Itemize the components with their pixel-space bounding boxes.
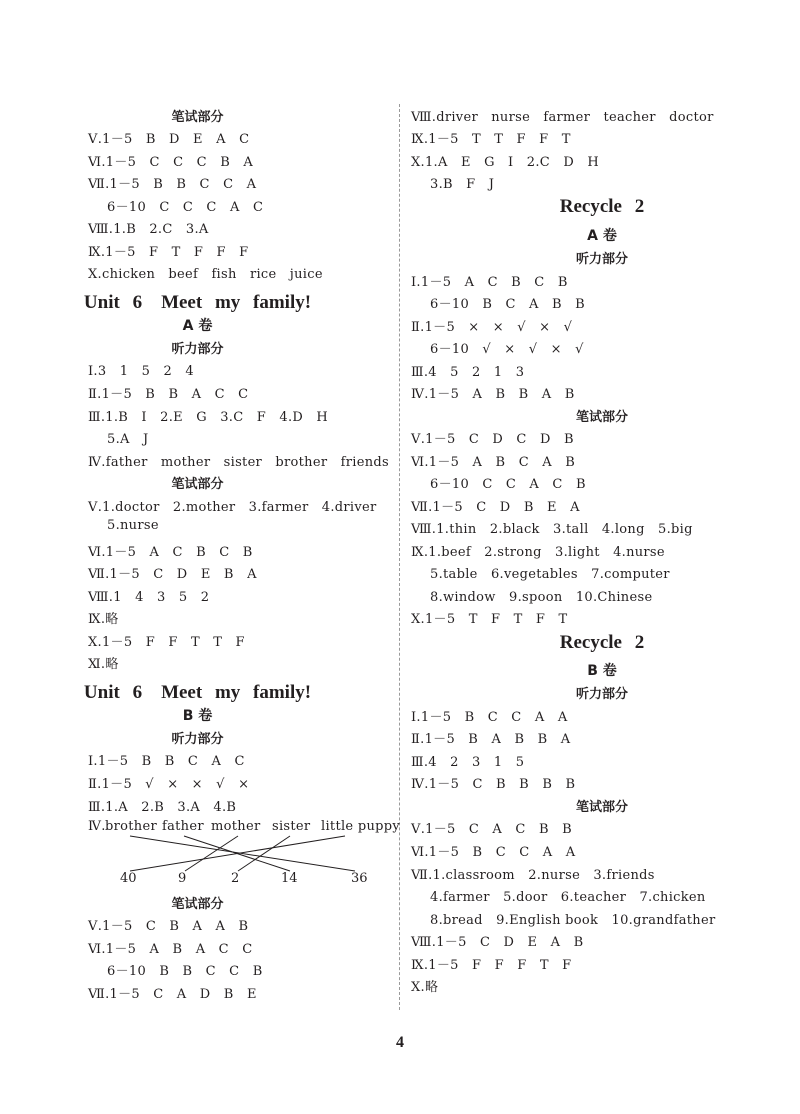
answer-line: Ⅳ.father mother sister brother friends [88,455,389,470]
section-heading-listening: 听力部分 [171,342,224,357]
paper-label: A 卷 [182,318,213,334]
answer-line: Ⅷ.driver nurse farmer teacher doctor [411,110,714,125]
answer-line: Ⅸ.1－5 F T F F F [88,245,249,260]
answer-line: Ⅴ.1－5 C A C B B [411,822,572,837]
answer-line: Ⅺ.略 [88,657,119,672]
answer-line: Ⅵ.1－5 A B A C C [88,942,253,957]
paper-label: B 卷 [182,708,213,724]
section-heading-listening: 听力部分 [575,687,628,702]
answer-line: Ⅸ.略 [88,612,119,627]
answer-line: 8.window 9.spoon 10.Chinese [430,590,653,605]
answer-line: 5.A J [107,432,149,447]
answer-line: Ⅹ.1.A E G I 2.C D H [411,155,599,170]
answer-line: Ⅲ.1.A 2.B 3.A 4.B [88,800,237,815]
answer-line: Ⅰ.1－5 B B C A C [88,754,245,769]
answer-line: Ⅰ.1－5 B C C A A [411,710,568,725]
answer-line: 8.bread 9.English book 10.grandfather [430,913,716,928]
match-number-40: 40 [120,871,137,886]
answer-line: Ⅵ.1－5 A C B C B [88,545,253,560]
answer-line: Ⅰ.1－5 A C B C B [411,275,568,290]
match-number-2: 2 [231,871,240,886]
answer-line: Ⅷ.1.thin 2.black 3.tall 4.long 5.big [411,522,693,537]
answer-line: Ⅶ.1－5 C A D B E [88,987,257,1002]
paper-label: B 卷 [587,663,617,679]
answer-line: Ⅵ.1－5 B C C A A [411,845,576,860]
answer-line: Ⅷ.1.B 2.C 3.A [88,222,209,237]
answer-line: Ⅳ.1－5 C B B B B [411,777,576,792]
match-word-brother: brother [105,819,157,834]
answer-line: Ⅹ.1－5 T F T F T [411,612,568,627]
match-word-father: father [162,819,204,834]
answer-line: Ⅰ.3 1 5 2 4 [88,364,194,379]
paper-label: A 卷 [587,228,617,244]
answer-line: Ⅶ.1.classroom 2.nurse 3.friends [411,868,655,883]
match-line-mother-9 [185,836,238,871]
answer-line: Ⅹ.略 [411,980,439,995]
answer-line: Ⅷ.1－5 C D E A B [411,935,584,950]
answer-line: Ⅲ.4 2 3 1 5 [411,755,525,770]
answer-line: 4.farmer 5.door 6.teacher 7.chicken [430,890,706,905]
answer-line: 5.table 6.vegetables 7.computer [430,567,670,582]
answer-line: Ⅱ.1－5 B B A C C [88,387,249,402]
answer-line: Ⅳ.1－5 A B B A B [411,387,575,402]
answer-line: Ⅲ.1.B I 2.E G 3.C F 4.D H [88,410,329,425]
answer-line: 6－10 √ × √ × √ [430,342,584,357]
section-heading-listening: 听力部分 [171,732,224,747]
answer-line: 6－10 B C A B B [430,297,586,312]
answer-line: Ⅷ.1 4 3 5 2 [88,590,210,605]
unit-title: Recycle 2 [559,632,645,653]
match-word-little-puppy: little puppy [321,819,401,834]
answer-line: Ⅶ.1－5 C D E B A [88,567,257,582]
answer-line: Ⅱ.1－5 B A B B A [411,732,571,747]
section-heading-written: 笔试部分 [171,110,224,125]
page-number: 4 [396,1034,404,1051]
answer-line: 3.B F J [430,177,495,192]
answer-line: Ⅵ.1－5 C C C B A [88,155,254,170]
section-heading-listening: 听力部分 [575,252,628,267]
answer-line: Ⅱ.1－5 × × √ × √ [411,320,573,335]
answer-line: Ⅶ.1－5 B B C C A [88,177,257,192]
answer-line: Ⅴ.1－5 C D C D B [411,432,574,447]
matching-prefix: Ⅳ. [88,819,106,834]
unit-title: Unit 6 Meet my family! [83,682,312,703]
unit-title: Unit 6 Meet my family! [83,292,312,313]
match-number-9: 9 [178,871,187,886]
answer-line: Ⅱ.1－5 √ × × √ × [88,777,250,792]
answer-line: Ⅸ.1－5 F F F T F [411,958,572,973]
answer-line: Ⅸ.1.beef 2.strong 3.light 4.nurse [411,545,665,560]
answer-line: 6－10 B B C C B [107,964,263,979]
answer-line: Ⅹ.chicken beef fish rice juice [88,267,323,282]
answer-line: Ⅴ.1－5 B D E A C [88,132,250,147]
answer-line: Ⅹ.1－5 F F T T F [88,635,245,650]
answer-line: Ⅵ.1－5 A B C A B [411,455,576,470]
match-word-sister: sister [272,819,311,834]
column-divider [399,104,400,1010]
unit-title: Recycle 2 [559,196,645,217]
match-number-14: 14 [281,871,298,886]
section-heading-written: 笔试部分 [171,897,224,912]
match-number-36: 36 [351,871,368,886]
answer-line: Ⅴ.1.doctor 2.mother 3.farmer 4.driver [88,500,377,515]
answer-line: 6－10 C C A C B [430,477,586,492]
answer-line: Ⅸ.1－5 T T F F T [411,132,571,147]
answer-line: Ⅶ.1－5 C D B E A [411,500,580,515]
answer-line: Ⅲ.4 5 2 1 3 [411,365,525,380]
answer-line: Ⅴ.1－5 C B A A B [88,919,249,934]
match-word-mother: mother [211,819,261,834]
answer-line: 5.nurse [107,518,159,533]
section-heading-written: 笔试部分 [575,410,628,425]
match-line-sister-2 [238,836,290,871]
section-heading-written: 笔试部分 [171,477,224,492]
answer-line: 6－10 C C C A C [107,200,264,215]
section-heading-written: 笔试部分 [575,800,628,815]
